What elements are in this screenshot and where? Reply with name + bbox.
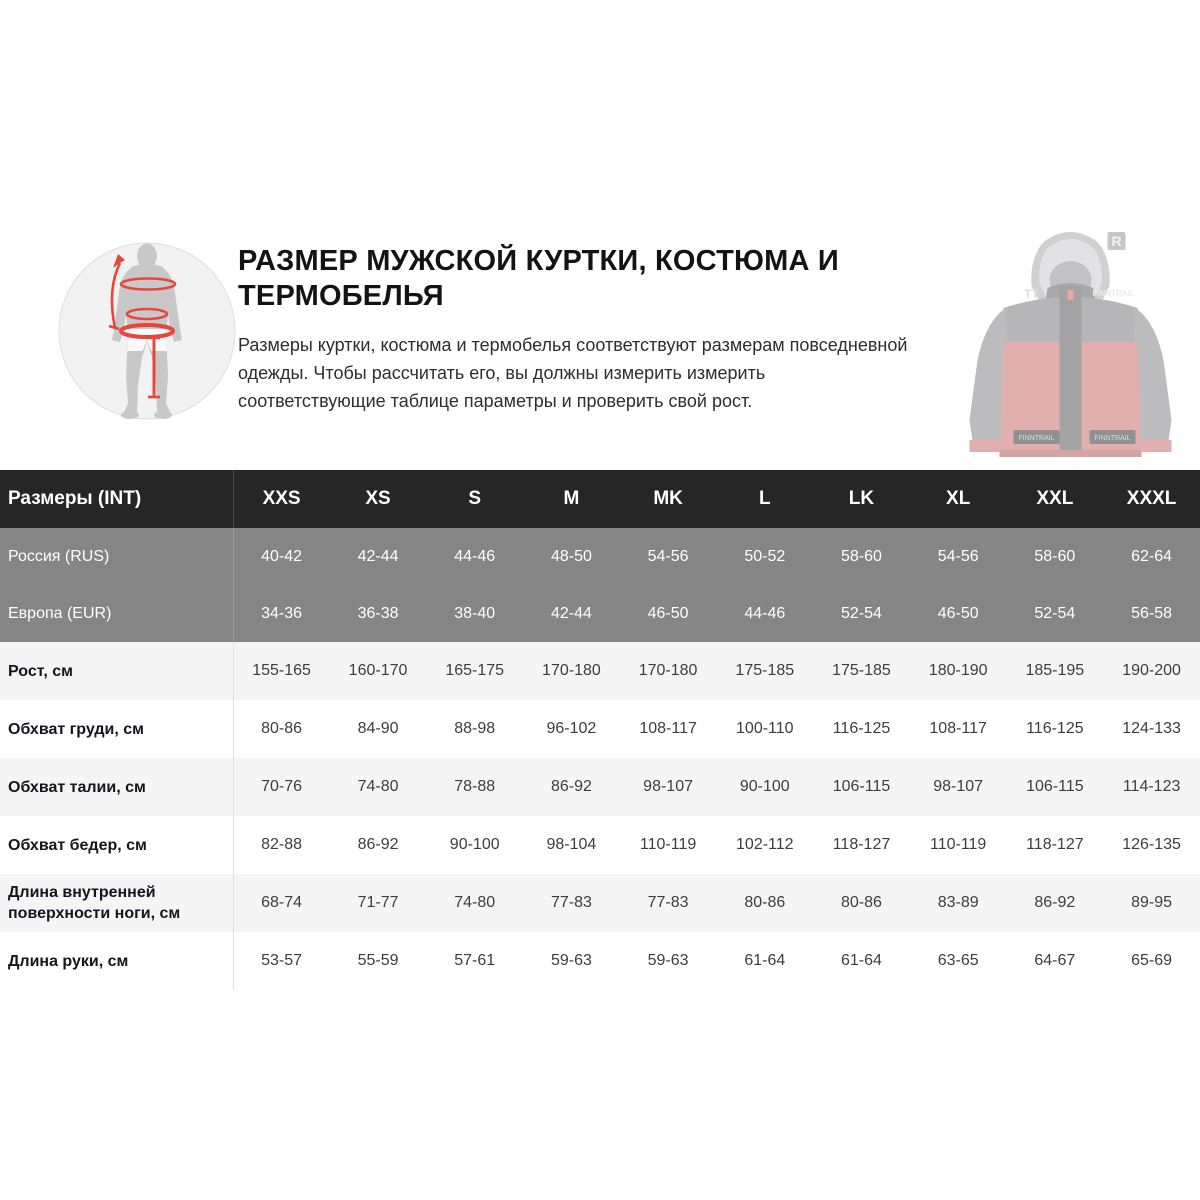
size-cell: 108-117 [929,720,987,737]
size-cell: 52-54 [841,604,882,622]
size-cell: 61-64 [744,952,786,969]
size-cell: 90-100 [449,836,500,853]
size-col-header-lk: LK [848,488,875,509]
size-cell: 36-38 [357,604,399,622]
size-col-header-m: M [563,488,580,509]
size-col-header-l: L [758,488,771,509]
size-col-header-xxxl: XXXL [1126,488,1177,509]
table-row-arm-length [0,932,1200,990]
table-row-hips [0,816,1200,874]
size-cell: 54-56 [647,547,689,565]
size-cell: 78-88 [454,778,496,795]
page-title-line-2: ТЕРМОБЕЛЬЯ [238,280,444,312]
size-cell: 44-46 [454,547,496,565]
size-cell: 77-83 [550,894,592,911]
size-cell: 63-65 [937,952,979,969]
table-row-chest [0,700,1200,758]
table-row-russia [0,528,1200,585]
size-cell: 108-117 [639,720,697,737]
table-row-waist [0,758,1200,816]
size-cell: 100-110 [736,720,794,737]
row-label: Россия (RUS) [8,547,110,565]
size-cell: 98-104 [546,836,597,853]
table-corner-header: Размеры (INT) [8,488,142,509]
size-cell: 98-107 [933,778,984,795]
size-cell: 86-92 [357,836,399,853]
hem [1000,450,1142,457]
size-cell: 110-119 [639,836,697,853]
size-cell: 80-86 [841,894,882,911]
size-col-header-xxl: XXL [1036,488,1074,509]
size-col-header-s: S [468,488,482,509]
size-cell: 46-50 [937,604,979,622]
body-measurement-icon [57,237,237,425]
size-col-header-mk: MK [653,488,683,509]
size-cell: 58-60 [841,547,882,565]
center-placket [1060,286,1082,456]
r-logo-letter: R [1111,233,1122,249]
size-cell: 118-127 [832,836,891,853]
row-label: Европа (EUR) [8,604,112,622]
row-label: Обхват бедер, см [8,836,147,854]
zip-pull [1068,290,1074,300]
size-cell: 170-180 [638,662,698,679]
table-header-row [0,470,1200,528]
size-cell: 59-63 [647,952,689,969]
size-cell: 80-86 [233,700,330,758]
size-cell: 57-61 [454,952,496,969]
size-col-header-xl: XL [946,488,971,509]
size-cell: 88-98 [454,720,496,737]
right-cuff [1142,440,1172,452]
size-cell: 59-63 [550,952,592,969]
size-cell: 71-77 [357,894,399,911]
size-cell: 53-57 [233,932,330,990]
row-label: Длина внутренней поверхности ноги, см [8,884,181,922]
page-description: Размеры куртки, костюма и термобелья соответствуют размерам повседневной одежды. Чтобы рассчитать его, вы должны измерить измерить соответствующие таблице параметры и проверить свой рост. [238,335,908,411]
size-cell: 74-80 [454,894,496,911]
size-cell: 74-80 [357,778,399,795]
size-cell: 44-46 [744,604,786,622]
size-cell: 50-52 [744,547,786,565]
size-cell: 77-83 [647,894,689,911]
table-row-inseam [0,874,1200,932]
size-cell: 65-69 [1131,952,1173,969]
page-title-line-1: РАЗМЕР МУЖСКОЙ КУРТКИ, КОСТЮМА И [238,245,839,277]
left-cuff [970,440,1000,452]
size-cell: 170-180 [542,662,601,679]
size-col-header-xxs: XXS [233,470,330,528]
size-cell: 118-127 [1026,836,1084,853]
jacket-icon [942,224,1200,470]
size-cell: 160-170 [348,662,408,679]
size-cell: 56-58 [1131,604,1173,622]
intro-text-block [238,244,938,415]
brand-text-chest: FINNTRAIL [1092,289,1135,298]
size-cell: 42-44 [357,547,399,565]
size-cell: 34-36 [233,585,330,642]
size-cell: 80-86 [744,894,786,911]
size-cell: 185-195 [1025,662,1085,679]
strap-text-left: FINNTRAIL [1018,435,1055,442]
size-cell: 175-185 [832,662,891,679]
size-cell: 58-60 [1034,547,1076,565]
size-cell: 55-59 [357,952,399,969]
row-label: Рост, см [8,662,73,680]
size-cell: 165-175 [445,662,505,679]
size-cell: 106-115 [1026,778,1084,795]
size-cell: 190-200 [1122,662,1181,679]
size-cell: 116-125 [832,720,891,737]
size-cell: 68-74 [233,874,330,932]
size-cell: 124-133 [1122,720,1181,737]
size-cell: 54-56 [937,547,979,565]
size-cell: 114-123 [1122,778,1181,795]
table-row-europe [0,585,1200,642]
size-cell: 116-125 [1026,720,1084,737]
size-cell: 175-185 [735,662,795,679]
size-cell: 86-92 [550,778,592,795]
table-row-height [0,642,1200,700]
size-cell: 126-135 [1122,836,1181,853]
size-cell: 89-95 [1131,894,1173,911]
body-measurement-diagram-svg [57,237,237,425]
row-label: Обхват груди, см [8,720,144,738]
size-cell: 90-100 [739,778,790,795]
size-col-header-xs: XS [365,488,391,509]
size-cell: 96-102 [546,720,597,737]
page-title [238,244,938,314]
size-cell: 62-64 [1131,547,1173,565]
size-cell: 106-115 [832,778,891,795]
size-cell: 82-88 [233,816,330,874]
size-cell: 110-119 [929,836,987,853]
size-cell: 180-190 [928,662,988,679]
row-label: Длина руки, см [8,952,129,970]
size-cell: 86-92 [1034,894,1076,911]
strap-text-right: FINNTRAIL [1094,435,1131,442]
size-cell: 102-112 [736,836,794,853]
tt-logo: TT [1024,287,1039,301]
size-cell: 64-67 [1034,952,1076,969]
size-cell: 42-44 [550,604,592,622]
size-cell: 83-89 [937,894,979,911]
size-cell: 84-90 [357,720,399,737]
size-cell: 48-50 [550,547,592,565]
size-cell: 38-40 [454,604,496,622]
size-cell: 61-64 [841,952,882,969]
size-cell: 46-50 [647,604,689,622]
row-label: Обхват талии, см [8,778,146,796]
jacket-product-image [942,224,1200,470]
size-cell: 40-42 [233,528,330,585]
size-cell: 98-107 [643,778,693,795]
size-cell: 155-165 [233,642,330,700]
size-cell: 70-76 [233,758,330,816]
size-cell: 52-54 [1034,604,1076,622]
size-chart-table [0,470,1200,990]
